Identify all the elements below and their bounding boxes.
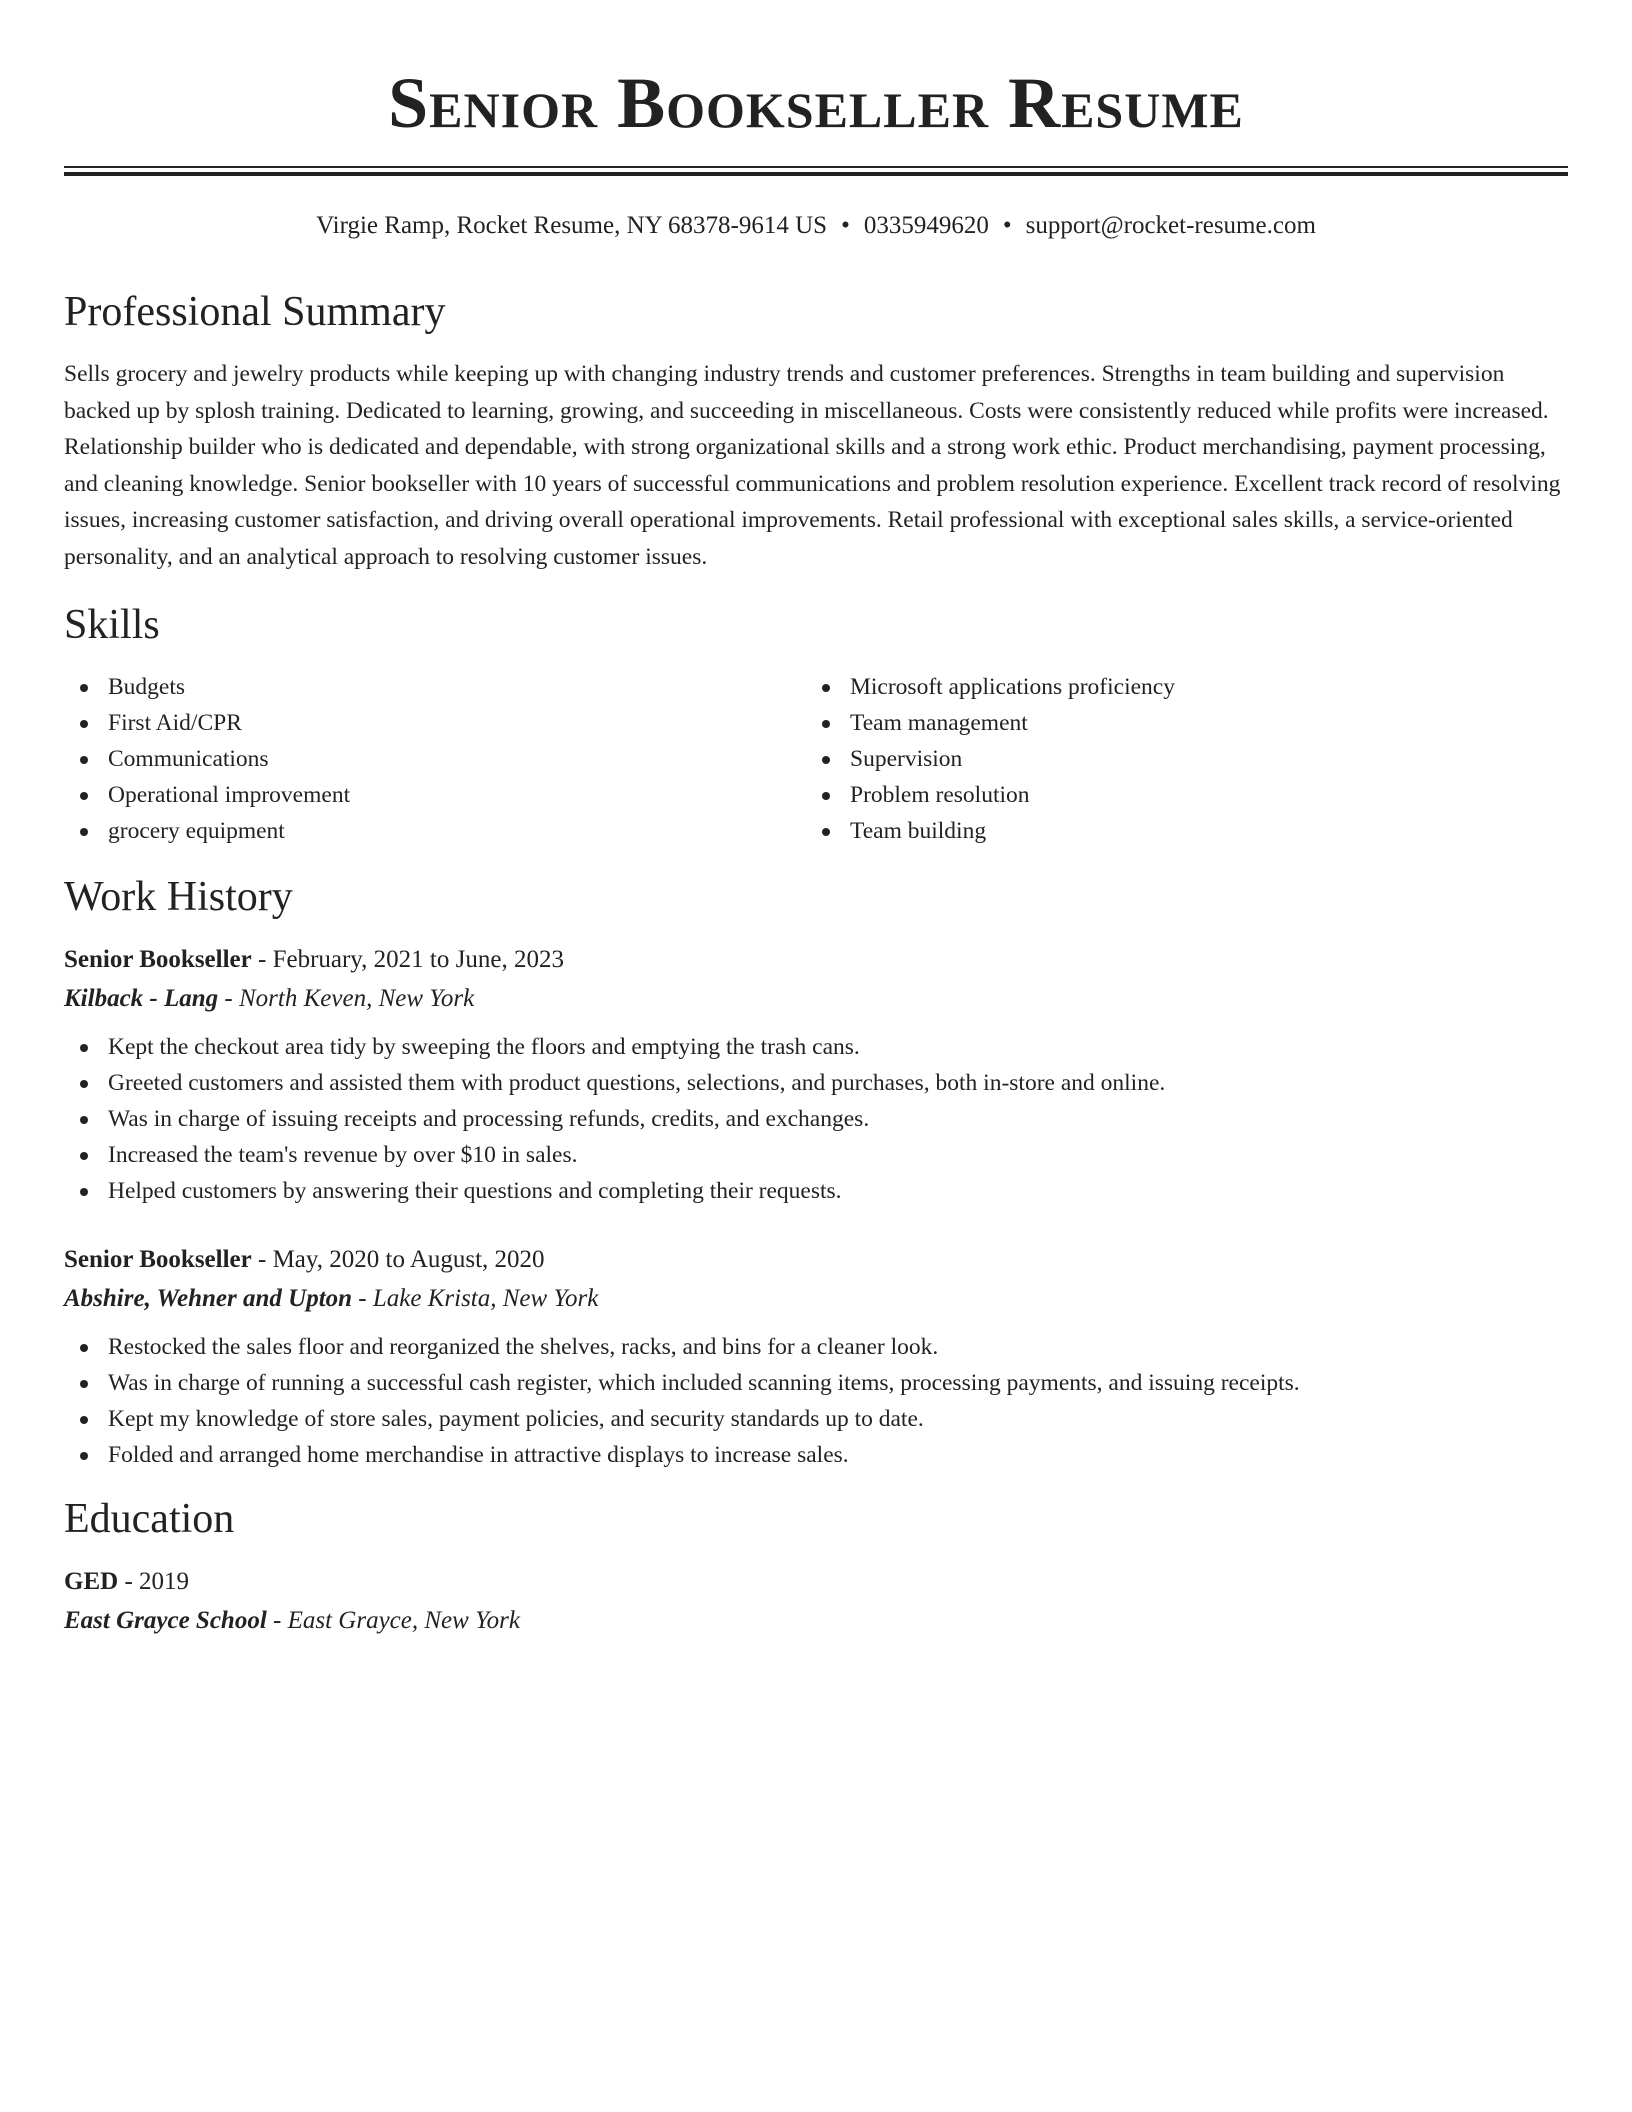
resume-page	[64, 0, 1568, 1641]
contact-address: Virgie Ramp, Rocket Resume, NY 68378-9614 US	[316, 212, 828, 239]
job-duties	[64, 1029, 1568, 1209]
job-title: Senior Bookseller	[64, 1246, 252, 1273]
resume-title: Senior Bookseller Resume	[388, 63, 1244, 143]
skill-item: Supervision	[806, 741, 1548, 777]
job-duty: Kept the checkout area tidy by sweeping the floors and emptying the trash cans.	[64, 1029, 1568, 1065]
job-company-line: Abshire, Wehner and Upton - Lake Krista, New York	[64, 1285, 599, 1312]
summary-heading: Professional Summary	[64, 289, 446, 335]
skills-column-right	[806, 669, 1548, 849]
job-location: North Keven, New York	[239, 985, 475, 1012]
job-company: Abshire, Wehner and Upton	[64, 1285, 353, 1312]
skills-column-left	[64, 669, 806, 849]
job-duty: Kept my knowledge of store sales, payment policies, and security standards up to date.	[64, 1401, 1568, 1437]
contact-line	[64, 210, 1568, 242]
job-duties	[64, 1329, 1568, 1473]
job-duty: Helped customers by answering their questions and completing their requests.	[64, 1173, 1568, 1209]
job-title-line: Senior Bookseller - May, 2020 to August, 2020	[64, 1246, 545, 1273]
contact-phone: 0335949620	[863, 212, 989, 239]
job-duty: Increased the team's revenue by over $10 in sales.	[64, 1137, 1568, 1173]
education-year: 2019	[139, 1568, 190, 1595]
education-heading: Education	[64, 1496, 235, 1542]
job-location: Lake Krista, New York	[372, 1285, 599, 1312]
job-duty: Folded and arranged home merchandise in attractive displays to increase sales.	[64, 1437, 1568, 1473]
skill-item: First Aid/CPR	[64, 705, 806, 741]
skill-item: Team building	[806, 813, 1548, 849]
job-title-line: Senior Bookseller - February, 2021 to June, 2023	[64, 946, 564, 973]
education-entry	[64, 1563, 1568, 1641]
job-dates: February, 2021 to June, 2023	[272, 946, 564, 973]
skill-item: Team management	[806, 705, 1548, 741]
contact-separator: •	[1002, 212, 1012, 239]
education-location: East Grayce, New York	[287, 1607, 521, 1634]
skill-item: Problem resolution	[806, 777, 1548, 813]
job-duty: Restocked the sales floor and reorganized the shelves, racks, and bins for a cleaner look.	[64, 1329, 1568, 1365]
work-history-heading: Work History	[64, 874, 293, 920]
job-duty: Was in charge of issuing receipts and processing refunds, credits, and exchanges.	[64, 1101, 1568, 1137]
job-company: Kilback - Lang	[64, 985, 219, 1012]
education-school: East Grayce School	[64, 1607, 267, 1634]
title-double-rule	[64, 166, 1568, 176]
contact-email: support@rocket-resume.com	[1025, 212, 1316, 239]
skills-heading: Skills	[64, 602, 160, 648]
job-company-line: Kilback - Lang - North Keven, New York	[64, 985, 475, 1012]
skills-list	[64, 669, 1568, 849]
contact-separator: •	[841, 212, 850, 239]
education-degree: GED	[64, 1568, 119, 1595]
job-dates: May, 2020 to August, 2020	[272, 1246, 545, 1273]
job-title: Senior Bookseller	[64, 946, 252, 973]
job-duty: Was in charge of running a successful cash register, which included scanning items, processing payments, and issuing receipts.	[64, 1365, 1568, 1401]
job-entry	[64, 1241, 1568, 1473]
skill-item: Budgets	[64, 669, 806, 705]
education-degree-line: GED - 2019	[64, 1568, 190, 1595]
job-entry	[64, 941, 1568, 1209]
skill-item: Operational improvement	[64, 777, 806, 813]
skill-item: Microsoft applications proficiency	[806, 669, 1548, 705]
education-school-line: East Grayce School - East Grayce, New York	[64, 1607, 521, 1634]
summary-text: Sells grocery and jewelry products while keeping up with changing industry trends and customer preferences. Strengths in team building and supervision backed up by splosh training. Dedicated to learning, growing, and succeeding in miscellaneous. Costs were consistently reduced while profits were increased. Relationship builder who is dedicated and dependable, with strong organizational skills and a strong work ethic. Product merchandising, payment processing, and cleaning knowledge. Senior bookseller with 10 years of successful communications and problem resolution experience. Excellent track record of resolving issues, increasing customer satisfaction, and driving overall operational improvements. Retail professional with exceptional sales skills, a service-oriented personality, and an analytical approach to resolving customer issues.	[64, 361, 1561, 570]
skill-item: Communications	[64, 741, 806, 777]
job-duty: Greeted customers and assisted them with product questions, selections, and purchases, both in-store and online.	[64, 1065, 1568, 1101]
skill-item: grocery equipment	[64, 813, 806, 849]
